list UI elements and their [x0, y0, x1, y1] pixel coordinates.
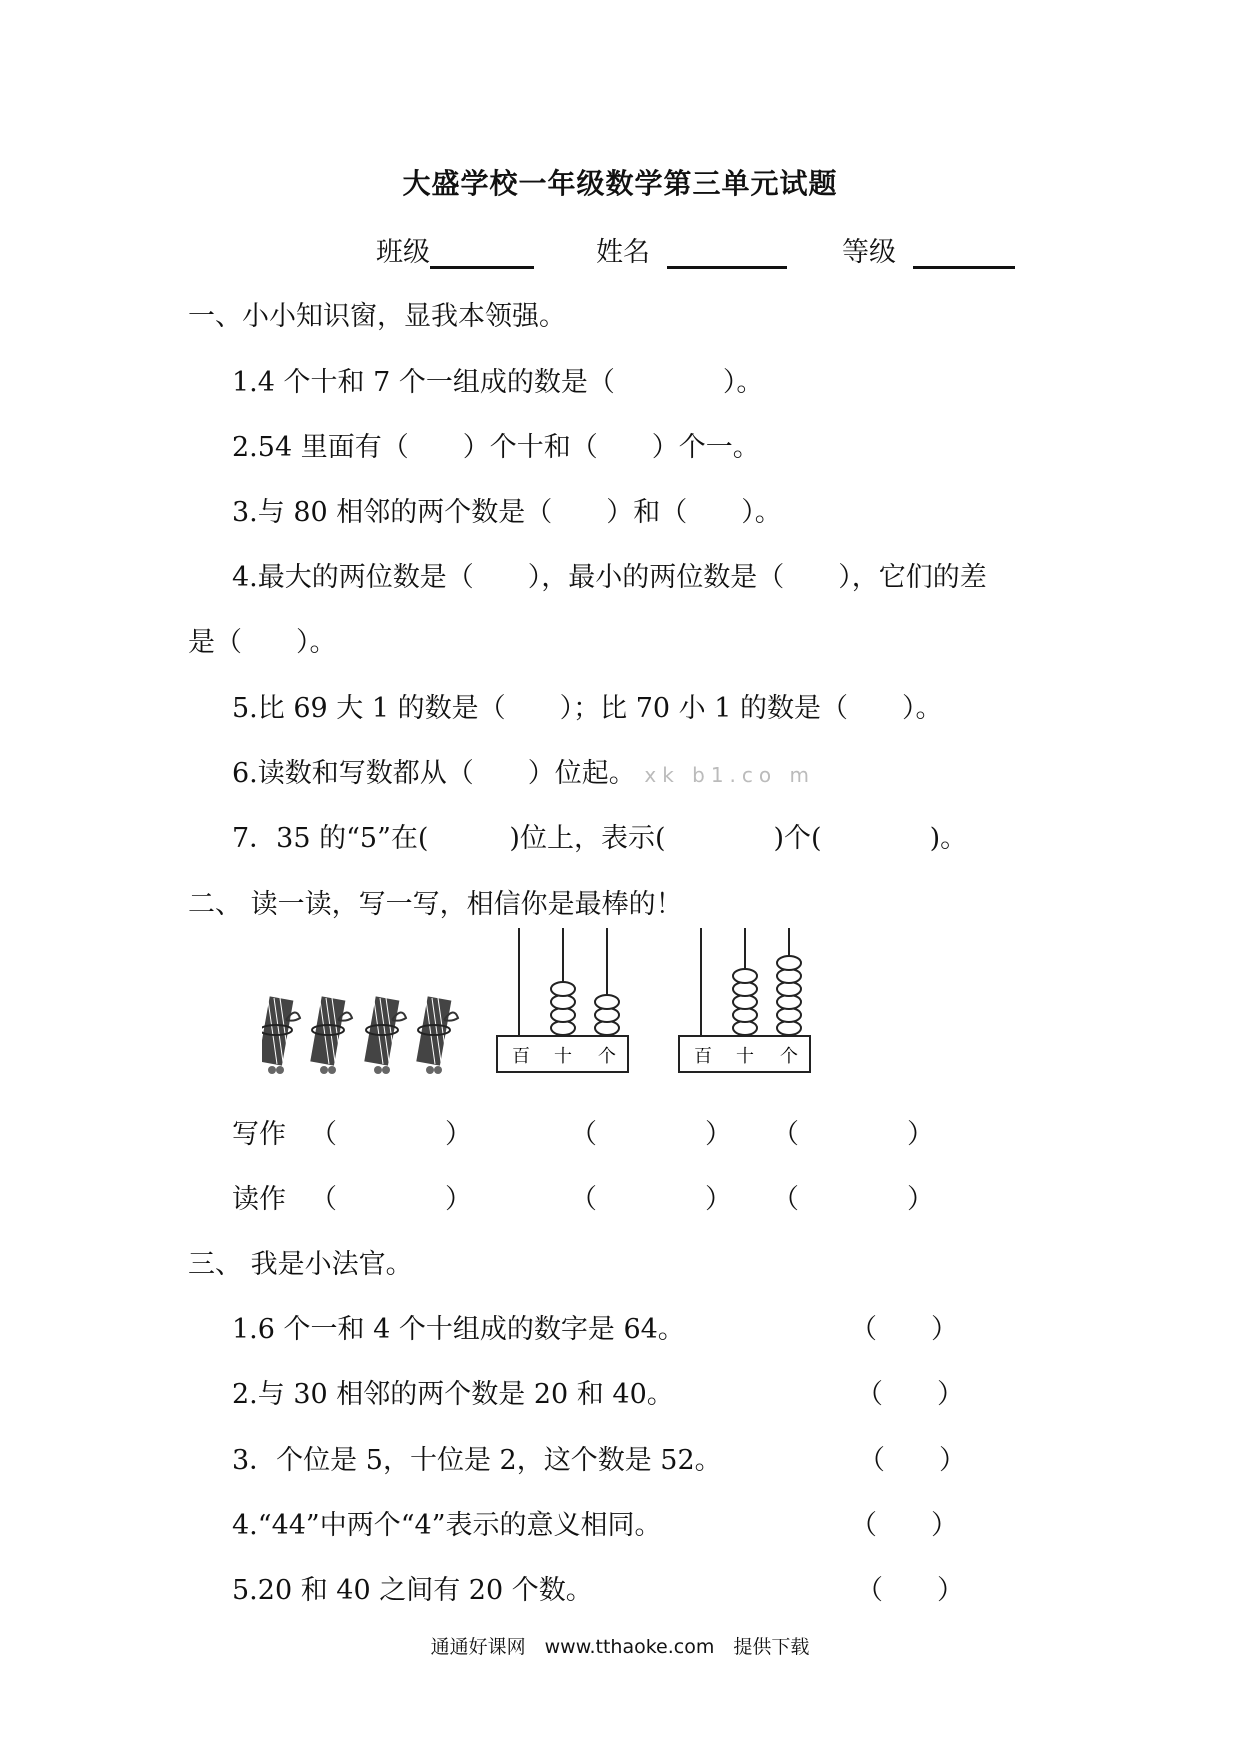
name-blank[interactable]	[667, 242, 787, 269]
abacus-2-label-ones: 个	[780, 1046, 798, 1067]
s1-question-7: 7．35 的“5”在( )位上，表示( )个( )。	[232, 823, 968, 854]
s3-item-2: 2.与 30 相邻的两个数是 20 和 40。	[232, 1379, 674, 1410]
abacus-1-label-ones: 个	[598, 1046, 616, 1067]
s1-question-4: 4.最大的两位数是（ ），最小的两位数是（ ），它们的差	[232, 562, 987, 593]
s3-judge-3[interactable]: （ ）	[858, 1445, 966, 1476]
footer-text: 通通好课网 www.tthaoke.com 提供下载	[430, 1636, 810, 1658]
abacus-2-label-tens: 十	[736, 1046, 754, 1067]
s3-judge-4[interactable]: （ ）	[850, 1510, 958, 1541]
abacus-1-label-tens: 十	[554, 1046, 572, 1067]
write-answer-3[interactable]: （ ）	[772, 1119, 934, 1150]
grade-blank[interactable]	[913, 242, 1015, 269]
read-answer-3[interactable]: （ ）	[772, 1184, 934, 1215]
s1-question-6-text: 6.读数和写数都从（ ）位起。	[232, 758, 636, 789]
s3-judge-5[interactable]: （ ）	[856, 1575, 964, 1606]
class-blank[interactable]	[430, 242, 534, 269]
stick-bundles-figure	[262, 990, 472, 1080]
s3-judge-2[interactable]: （ ）	[856, 1379, 964, 1410]
abacus-2	[676, 926, 816, 1076]
s1-question-3: 3.与 80 相邻的两个数是（ ）和（ ）。	[232, 497, 782, 528]
s1-question-2: 2.54 里面有（ ）个十和（ ）个一。	[232, 432, 760, 463]
s3-item-3: 3．个位是 5，十位是 2，这个数是 52。	[232, 1445, 722, 1476]
write-label: 写作	[232, 1119, 286, 1150]
stick-bundle	[262, 996, 300, 1074]
s3-item-4: 4.“44”中两个“4”表示的意义相同。	[232, 1510, 662, 1541]
name-label: 姓名	[596, 237, 650, 268]
s3-item-1: 1.6 个一和 4 个十组成的数字是 64。	[232, 1314, 685, 1345]
stick-bundle	[364, 996, 406, 1074]
s1-question-5: 5.比 69 大 1 的数是（ ）；比 70 小 1 的数是（ ）。	[232, 693, 943, 724]
page-title: 大盛学校一年级数学第三单元试题	[402, 167, 838, 200]
read-answer-2[interactable]: （ ）	[570, 1184, 732, 1215]
class-label: 班级	[376, 237, 430, 268]
grade-field	[842, 230, 1015, 269]
name-field	[596, 230, 787, 269]
class-field	[376, 230, 534, 269]
grade-label: 等级	[842, 237, 896, 268]
s3-item-5: 5.20 和 40 之间有 20 个数。	[232, 1575, 593, 1606]
abacus-1	[494, 926, 634, 1076]
section3-heading: 三、 我是小法官。	[188, 1249, 413, 1280]
watermark-text: xk b1.co m	[644, 763, 815, 787]
stick-bundle	[310, 996, 352, 1074]
s1-question-4-cont: 是（ ）。	[188, 627, 337, 658]
s1-question-6	[232, 751, 815, 790]
write-answer-1[interactable]: （ ）	[310, 1119, 472, 1150]
abacus-1-label-hundreds: 百	[512, 1046, 530, 1067]
read-label: 读作	[232, 1184, 286, 1215]
section2-heading: 二、 读一读，写一写，相信你是最棒的！	[188, 889, 683, 920]
stick-bundle	[416, 996, 458, 1074]
write-answer-2[interactable]: （ ）	[570, 1119, 732, 1150]
s3-judge-1[interactable]: （ ）	[850, 1314, 958, 1345]
read-answer-1[interactable]: （ ）	[310, 1184, 472, 1215]
s1-question-1: 1.4 个十和 7 个一组成的数是（ ）。	[232, 367, 764, 398]
section1-heading: 一、小小知识窗，显我本领强。	[188, 301, 566, 332]
abacus-2-label-hundreds: 百	[694, 1046, 712, 1067]
